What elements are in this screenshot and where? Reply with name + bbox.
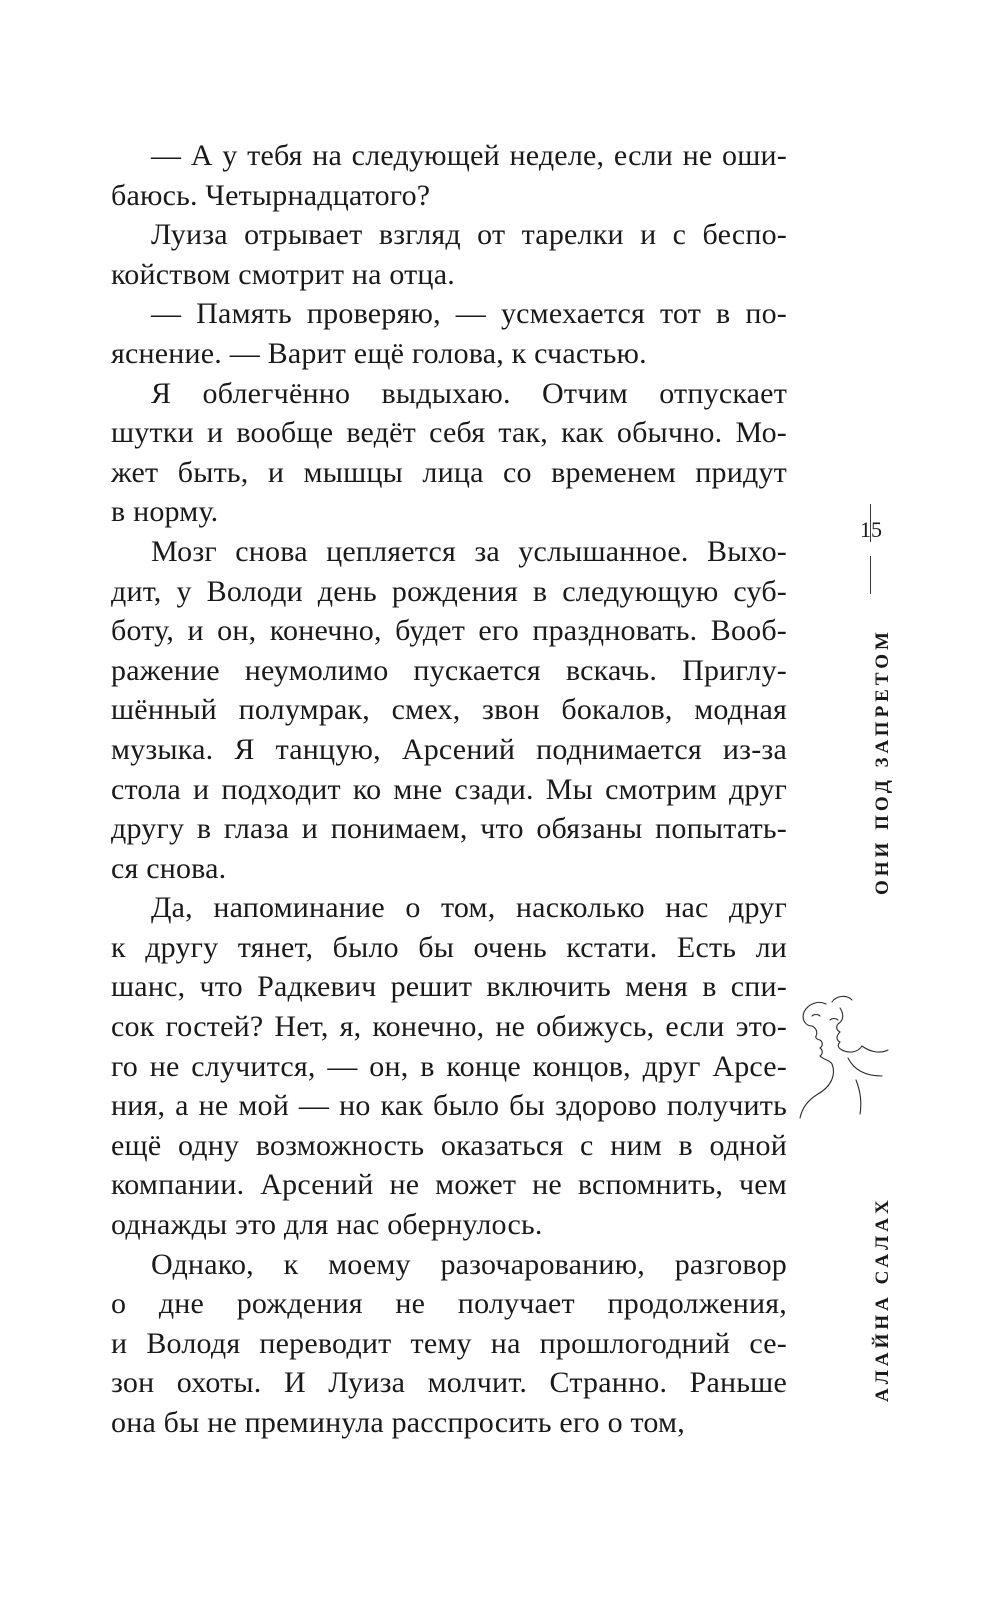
paragraph (111, 136, 787, 215)
text-line: шённый полумрак, смех, звон бокалов, модная (111, 693, 787, 727)
paragraph (111, 215, 787, 294)
text-line: она бы не преминула расспросить его о том, (111, 1406, 685, 1439)
text-line: шутки и вообще ведёт себя так, как обычно. Мо- (111, 416, 787, 450)
text-line: дит, у Володи день рождения в следующую суб- (111, 574, 787, 608)
text-line: койством смотрит на отца. (111, 257, 455, 291)
text-line: и Володя переводит тему на прошлогодний се- (111, 1326, 787, 1360)
page-number-rule-bottom (870, 556, 871, 594)
text-line: го не случится, — он, в конце концов, друг Арсе- (111, 1049, 787, 1083)
text-line: компании. Арсений не может не вспомнить, чем (111, 1168, 787, 1202)
text-line: жет быть, и мышцы лица со временем придут (111, 455, 787, 489)
text-line: о дне рождения не получает продолжения, (111, 1287, 787, 1321)
page-number: 15 (860, 517, 882, 542)
text-line: — А у тебя на следующей неделе, если не оши- (151, 139, 787, 172)
text-line: ражение неумолимо пускается вскачь. Приглу- (111, 653, 787, 687)
text-line: Однако, к моему разочарованию, разговор (151, 1247, 787, 1281)
text-line: Я облегчённо выдыхаю. Отчим отпускает (151, 376, 787, 410)
paragraph (111, 532, 787, 888)
text-line: Мозг снова цепляется за услышанное. Выхо- (151, 534, 787, 568)
text-line: ся снова. (111, 851, 227, 885)
text-line: к другу тянет, было бы очень кстати. Есть ли (111, 930, 787, 964)
text-line: ния, а не мой — но как было бы здорово получить (111, 1089, 787, 1123)
text-line: однажды это для нас обернулось. (111, 1208, 543, 1242)
text-line: баюсь. Четырнадцатого? (111, 178, 431, 212)
text-line: зон охоты. И Луиза молчит. Странно. Раньше (111, 1366, 787, 1400)
text-line: боту, и он, конечно, будет его праздновать. Вооб- (111, 614, 787, 648)
text-line: в норму. (111, 495, 219, 529)
kissing-faces-line-art-icon (796, 990, 892, 1120)
author-name: АЛАЙНА САЛАХ (872, 1196, 893, 1402)
paragraph (111, 374, 787, 532)
page-sidebar (836, 0, 946, 1616)
text-line: Да, напоминание о том, насколько нас друг (151, 891, 787, 925)
book-title: ОНИ ПОД ЗАПРЕТОМ (872, 628, 893, 895)
paragraph (111, 1245, 787, 1443)
text-line: — Память проверяю, — усмехается тот в по- (151, 297, 787, 331)
paragraph (111, 888, 787, 1244)
page-body (111, 136, 787, 1443)
paragraph (111, 294, 787, 373)
text-line: шанс, что Радкевич решит включить меня в спи- (111, 970, 787, 1004)
text-line: яснение. — Варит ещё голова, к счастью. (111, 336, 647, 370)
text-line: Луиза отрывает взгляд от тарелки и с беспо- (151, 218, 787, 252)
text-line: ещё одну возможность оказаться с ним в одной (111, 1128, 787, 1162)
text-line: другу в глаза и понимаем, что обязаны попытать- (111, 812, 787, 846)
text-line: стола и подходит ко мне сзади. Мы смотрим друг (111, 772, 787, 806)
text-line: сок гостей? Нет, я, конечно, не обижусь, если это- (111, 1010, 787, 1044)
text-line: музыка. Я танцую, Арсений поднимается из-за (111, 732, 787, 766)
